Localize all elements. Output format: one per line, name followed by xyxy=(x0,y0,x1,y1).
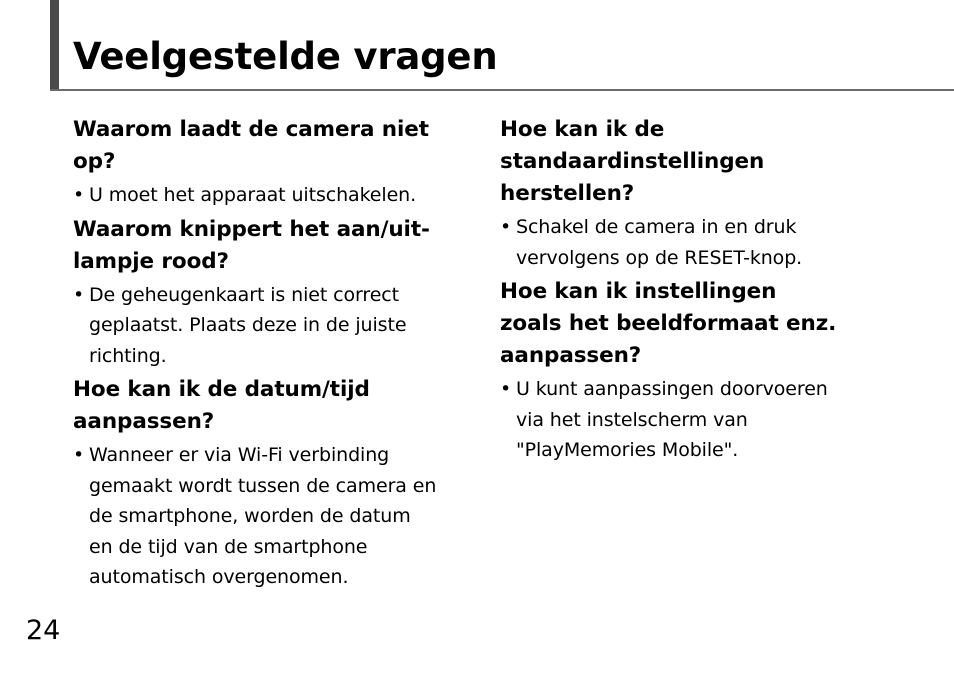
bullet-icon: • xyxy=(500,378,512,400)
page-number: 24 xyxy=(26,615,61,646)
page-title: Veelgestelde vragen xyxy=(73,35,498,78)
faq-answer xyxy=(500,374,880,466)
faq-answer xyxy=(500,212,880,273)
faq-question-line: op? xyxy=(73,149,116,174)
faq-question-line: aanpassen? xyxy=(73,409,215,434)
faq-question xyxy=(73,214,463,278)
faq-answer-line: De geheugenkaart is niet correct xyxy=(89,283,399,306)
faq-answer-line: geplaatst. Plaats deze in de juiste xyxy=(89,314,407,336)
faq-answer-line: en de tijd van de smartphone xyxy=(89,535,368,558)
faq-answer-line: richting. xyxy=(89,344,167,367)
faq-answer-line: U kunt aanpassingen doorvoeren xyxy=(516,378,828,400)
faq-question-line: herstellen? xyxy=(500,181,635,206)
faq-question-line: Hoe kan ik de xyxy=(500,117,665,142)
faq-question-line: Waarom laadt de camera niet xyxy=(73,117,429,142)
faq-item xyxy=(73,374,463,593)
faq-item xyxy=(73,114,463,211)
faq-question xyxy=(73,374,463,438)
faq-column-left xyxy=(73,114,463,596)
faq-question-line: aanpassen? xyxy=(500,343,642,368)
title-underline xyxy=(50,89,954,91)
faq-answer-line: Wanneer er via Wi-Fi verbinding xyxy=(89,444,390,466)
faq-answer xyxy=(73,440,463,593)
faq-question xyxy=(500,276,880,372)
faq-answer-line: gemaakt wordt tussen de camera en xyxy=(89,474,437,497)
faq-answer xyxy=(73,280,463,372)
faq-answer-line: U moet het apparaat uitschakelen. xyxy=(89,184,417,206)
faq-item xyxy=(73,214,463,372)
faq-question-line: lampje rood? xyxy=(73,248,229,274)
faq-answer-line: de smartphone, worden de datum xyxy=(89,505,411,527)
faq-column-right xyxy=(500,114,880,469)
bullet-icon: • xyxy=(73,444,85,466)
bullet-icon: • xyxy=(73,184,85,206)
faq-question-line: standaardinstellingen xyxy=(500,149,765,174)
faq-question-line: Hoe kan ik de datum/tijd xyxy=(73,377,370,402)
faq-question-line: zoals het beeldformaat enz. xyxy=(500,311,837,336)
faq-answer-line: automatisch overgenomen. xyxy=(89,566,349,588)
title-accent-bar xyxy=(50,0,59,90)
faq-item xyxy=(500,114,880,273)
faq-question xyxy=(73,114,463,178)
bullet-icon: • xyxy=(500,216,512,238)
faq-answer-line: vervolgens op de RESET-knop. xyxy=(516,246,803,269)
faq-question-line: Hoe kan ik instellingen xyxy=(500,279,777,304)
faq-answer-line: "PlayMemories Mobile". xyxy=(516,439,739,461)
faq-answer xyxy=(73,180,463,211)
bullet-icon: • xyxy=(73,283,85,306)
faq-question-line: Waarom knippert het aan/uit- xyxy=(73,216,430,242)
faq-answer-line: via het instelscherm van xyxy=(516,408,748,431)
faq-answer-line: Schakel de camera in en druk xyxy=(516,216,797,238)
faq-question xyxy=(500,114,880,210)
faq-item xyxy=(500,276,880,466)
